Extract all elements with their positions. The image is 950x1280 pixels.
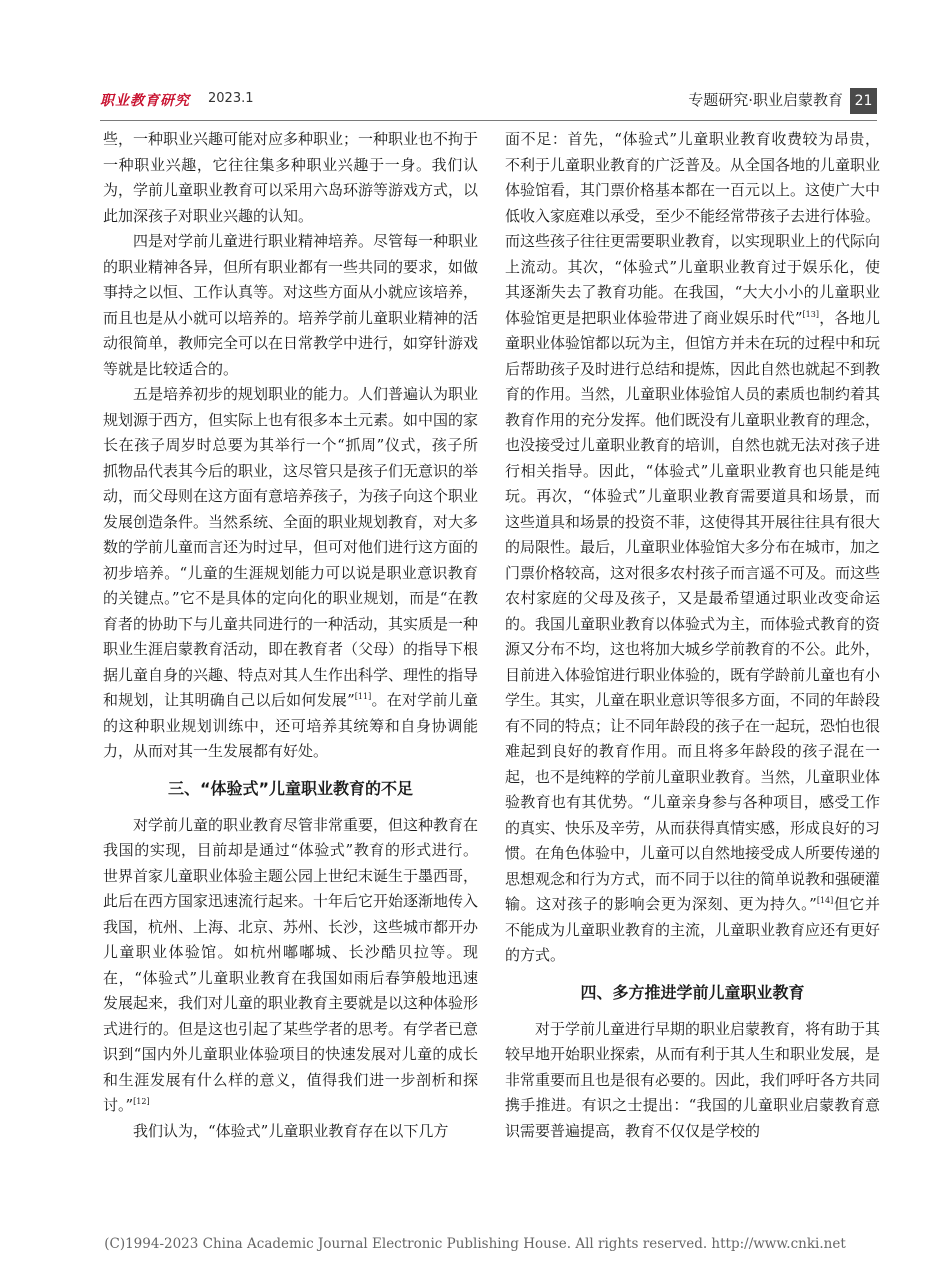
paragraph-text: 但它并不能成为儿童职业教育的主流，儿童职业教育应还有更好的方式。 [505,895,881,964]
left-column [103,127,478,1144]
section-title: 专题研究·职业启蒙教育 [688,91,843,109]
page-number: 21 [850,88,877,114]
journal-name: 职业教育研究 [100,93,190,109]
copyright-footer: (C)1994-2023 China Academic Journal Electronic Publishing House. All rights reserved. http://www.cnki.net [104,1236,846,1252]
header-rule [100,120,877,121]
paragraph: 我们认为，“体验式”儿童职业教育存在以下几方 [133,1121,449,1140]
paragraph-text: ，各地儿童职业体验馆都以玩为主，但馆方并未在玩的过程中和玩后帮助孩子及时进行总结和提炼，因此自然也就起不到教育的作用。当然，儿童职业体验馆人员的素质也制约着其教育作用的充分发挥。他们既没有儿童职业教育的理念，也没接受过儿童职业教育的培训，自然也就无法对孩子进行相关指导。因此，“体验式”儿童职业教育也只能是纯玩。再次，“体验式”儿童职业教育需要道具和场景，而这些道具和场景的投资不菲，这使得其开展往往具有很大的局限性。最后，儿童职业体验馆大多分布在城市，加之门票价格较高，这对很多农村孩子而言遥不可及。而这些农村家庭的父母及孩子，又是最希望通过职业改变命运的。我国儿童职业教育以体验式为主，而体验式教育的资源又分布不均，这也将加大城乡学前教育的不公。此外，目前进入体验馆进行职业体验的，既有学龄前儿童也有小学生。其实，儿童在职业意识等很多方面，不同的年龄段有不同的特点；让不同年龄段的孩子在一起玩，恐怕也很难起到良好的教育作用。而且将多年龄段的孩子混在一起，也不是纯粹的学前儿童职业教育。当然，儿童职业体验教育也有其优势。“儿童亲身参与各种项目，感受工作的真实、快乐及辛劳，从而获得真情实感，形成良好的习惯。在角色体验中，儿童可以自然地接受成人所要传递的思想观念和行为方式，而不同于以往的简单说教和强硬灌输。这对孩子的影响会更为深刻、更为持久。” [505,308,881,913]
paragraph-text: 面不足：首先，“体验式”儿童职业教育收费较为昂贵，不利于儿童职业教育的广泛普及。从全国各地的儿童职业体验馆看，其门票价格基本都在一百元以上。这使广大中低收入家庭难以承受，至少不能经常带孩子去进行体验。而这些孩子往往更需要职业教育，以实现职业上的代际向上流动。其次，“体验式”儿童职业教育过于娱乐化，使其逐渐失去了教育功能。在我国，“大大小小的儿童职业体验馆更是把职业体验带进了商业娱乐时代” [505,130,881,327]
paragraph-text: 五是培养初步的规划职业的能力。人们普遍认为职业规划源于西方，但实际上也有很多本土元素。如中国的家长在孩子周岁时总要为其举行一个“抓周”仪式，孩子所抓物品代表其今后的职业，这尽管只是孩子们无意识的举动，而父母则在这方面有意培养孩子，为孩子向这个职业发展创造条件。当然系统、全面的职业规划教育，对大多数的学前儿童而言还为时过早，但可对他们进行这方面的初步培养。“儿童的生涯规划能力可以说是职业意识教育的关键点。”它不是具体的定向化的职业规划，而是“在教育者的协助下与儿童共同进行的一种活动，其实质是一种职业生涯启蒙教育活动，即在教育者（父母）的指导下根据儿童自身的兴趣、特点对其人生作出科学、理性的指导和规划，让其明确自己以后如何发展” [103,385,479,709]
section-heading: 三、“体验式”儿童职业教育的不足 [167,778,414,798]
paragraph [103,813,478,1119]
paragraph: 些，一种职业兴趣可能对应多种职业；一种职业也不拘于一种职业兴趣，它往往集多种职业兴趣于一身。我们认为，学前儿童职业教育可以采用六岛环游等游戏方式，以此加深孩子对职业兴趣的认知。 [103,130,479,225]
paragraph: 四是对学前儿童进行职业精神培养。尽管每一种职业的职业精神各异，但所有职业都有一些共同的要求，如做事持之以恒、工作认真等。对这些方面从小就应该培养，而且也是从小就可以培养的。培养学前儿童职业精神的活动很简单，教师完全可以在日常教学中进行，如穿针游戏等就是比较适合的。 [103,232,479,378]
paragraph-text: 。在对学前儿童的这种职业规划训练中，还可培养其统筹和自身协调能力，从而对其一生发展都有好处。 [103,691,478,760]
right-column [505,127,880,1144]
citation-ref[interactable]: [11] [354,692,372,701]
section-heading: 四、多方推进学前儿童职业教育 [580,982,805,1002]
paragraph: 对于学前儿童进行早期的职业启蒙教育，将有助于其较早地开始职业探索，从而有利于其人生和职业发展，是非常重要而且也是很有必要的。因此，我们呼吁各方共同携手推进。有识之士提出：“我国的儿童职业启蒙教育意识需要普遍提高，教育不仅仅是学校的 [505,1019,881,1140]
page-header [100,88,877,118]
citation-ref[interactable]: [13] [802,309,819,319]
paragraph [505,127,880,969]
citation-ref[interactable]: [14] [816,896,834,905]
paragraph-text: 对学前儿童的职业教育尽管非常重要，但这种教育在我国的实现，目前却是通过“体验式”教育的形式进行。世界首家儿童职业体验主题公园上世纪末诞生于墨西哥，此后在西方国家迅速流行起来。十年后它开始逐渐地传入我国，杭州、上海、北京、苏州、长沙，这些城市都开办儿童职业体验馆。如杭州嘟嘟城、长沙酷贝拉等。现在，“体验式”儿童职业教育在我国如雨后春笋般地迅速发展起来，我们对儿童的职业教育主要就是以这种体验形式进行的。但是这也引起了某些学者的思考。有学者已意识到“国内外儿童职业体验项目的快速发展对儿童的成长和生涯发展有什么样的意义，值得我们进一步剖析和探讨。” [103,815,479,1114]
paragraph [103,382,478,765]
citation-ref[interactable]: [12] [133,1097,150,1106]
issue-number: 2023.1 [208,91,254,106]
